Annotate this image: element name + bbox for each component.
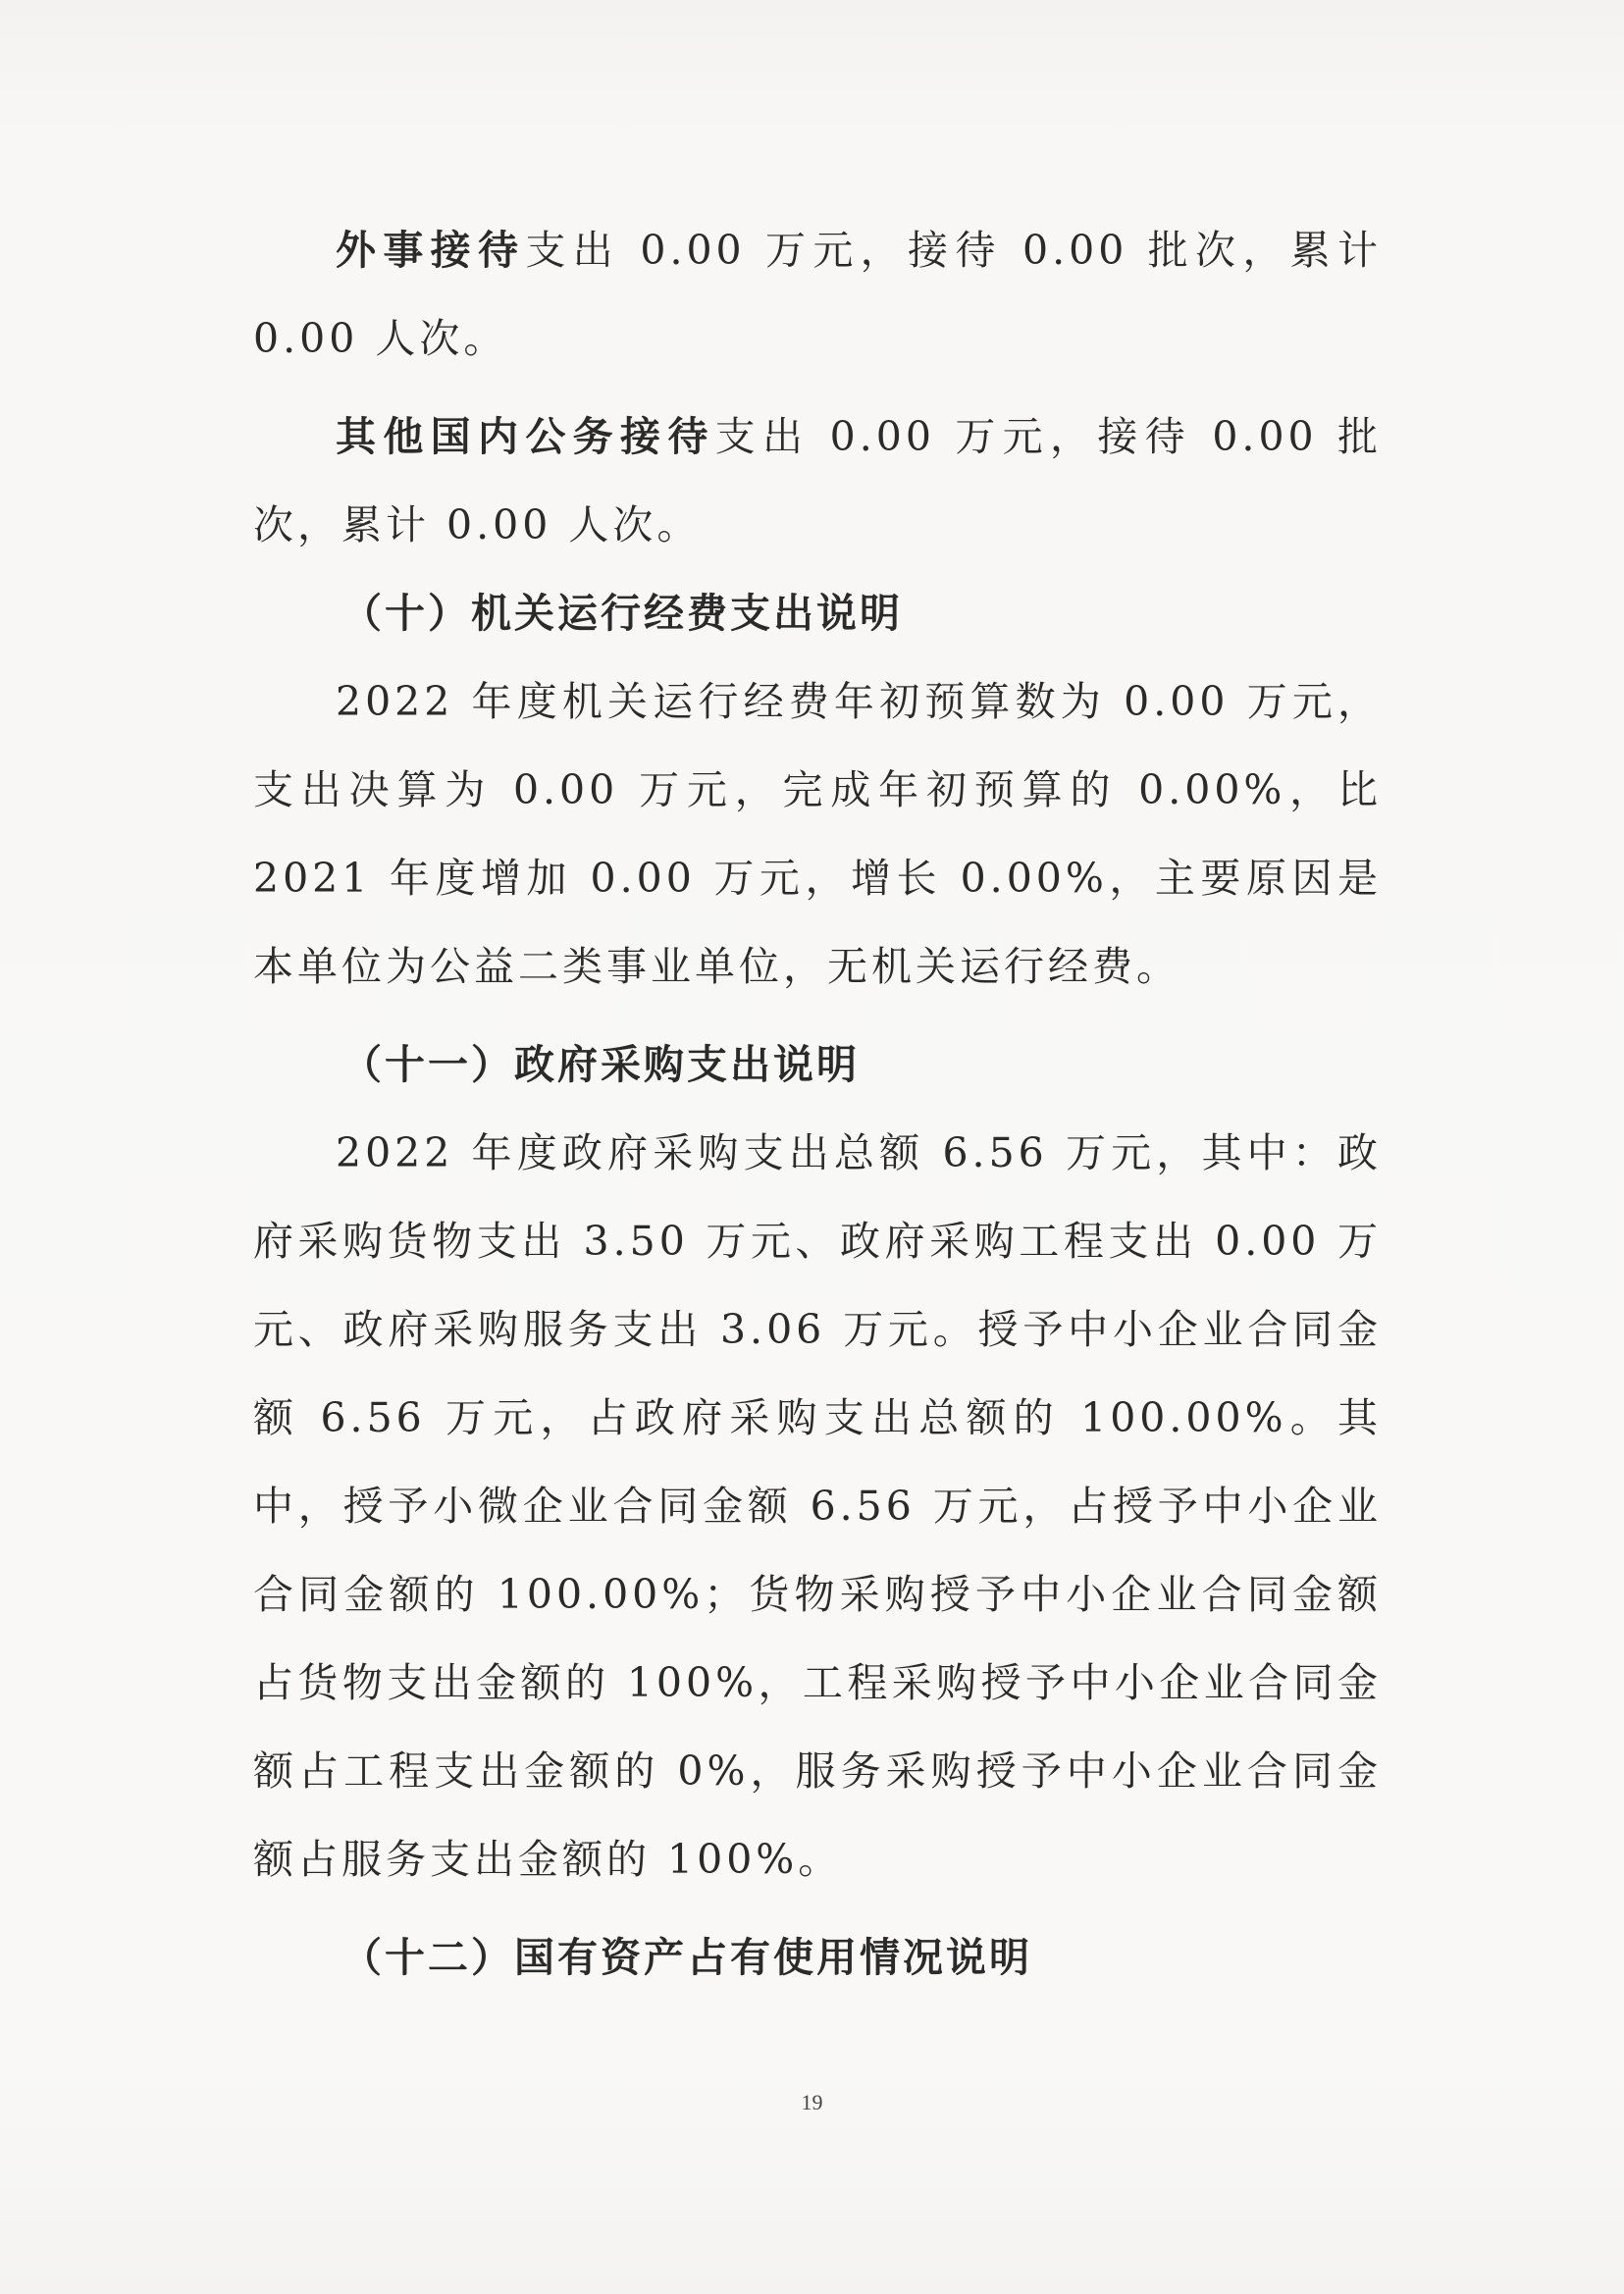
- section-10-heading: （十）机关运行经费支出说明: [341, 590, 903, 637]
- foreign-reception-text: 支出 0.00 万元，接待 0.00 批次，累计 0.00 人次。: [253, 227, 1382, 362]
- domestic-reception-text: 支出 0.00 万元，接待 0.00 批次，累计 0.00 人次。: [253, 413, 1383, 548]
- domestic-reception-paragraph: [253, 392, 1382, 569]
- section-11-heading: （十一）政府采购支出说明: [341, 1041, 860, 1088]
- page-number: 19: [801, 2090, 823, 2114]
- foreign-reception-label: 外事接待: [336, 227, 526, 274]
- foreign-reception-paragraph: [253, 206, 1382, 383]
- domestic-reception-label: 其他国内公务接待: [336, 413, 715, 460]
- section-10-body: 2022 年度机关运行经费年初预算数为 0.00 万元，支出决算为 0.00 万元，完成年初预算的 0.00%，比 2021 年度增加 0.00 万元，增长 0.00%，主要原因是本单位为公益二类事业单位，无机关运行经费。: [253, 678, 1382, 990]
- section-12-heading: （十二）国有资产占有使用情况说明: [341, 1934, 1032, 1981]
- section-11-body: 2022 年度政府采购支出总额 6.56 万元，其中：政府采购货物支出 3.50 万元、政府采购工程支出 0.00 万元、政府采购服务支出 3.06 万元。授予中小企业合同金额 6.56 万元，占政府采购支出总额的 100.00%。其中，授予小微企业合同金额 6.56 万元，占授予中小企业合同金额的 100.00%；货物采购授予中小企业合同金额占货物支出金额的 100%，工程采购授予中小企业合同金额占工程支出金额的 0%，服务采购授予中小企业合同金额占服务支出金额的 100%。: [253, 1129, 1382, 1883]
- page-content: [253, 206, 1382, 2002]
